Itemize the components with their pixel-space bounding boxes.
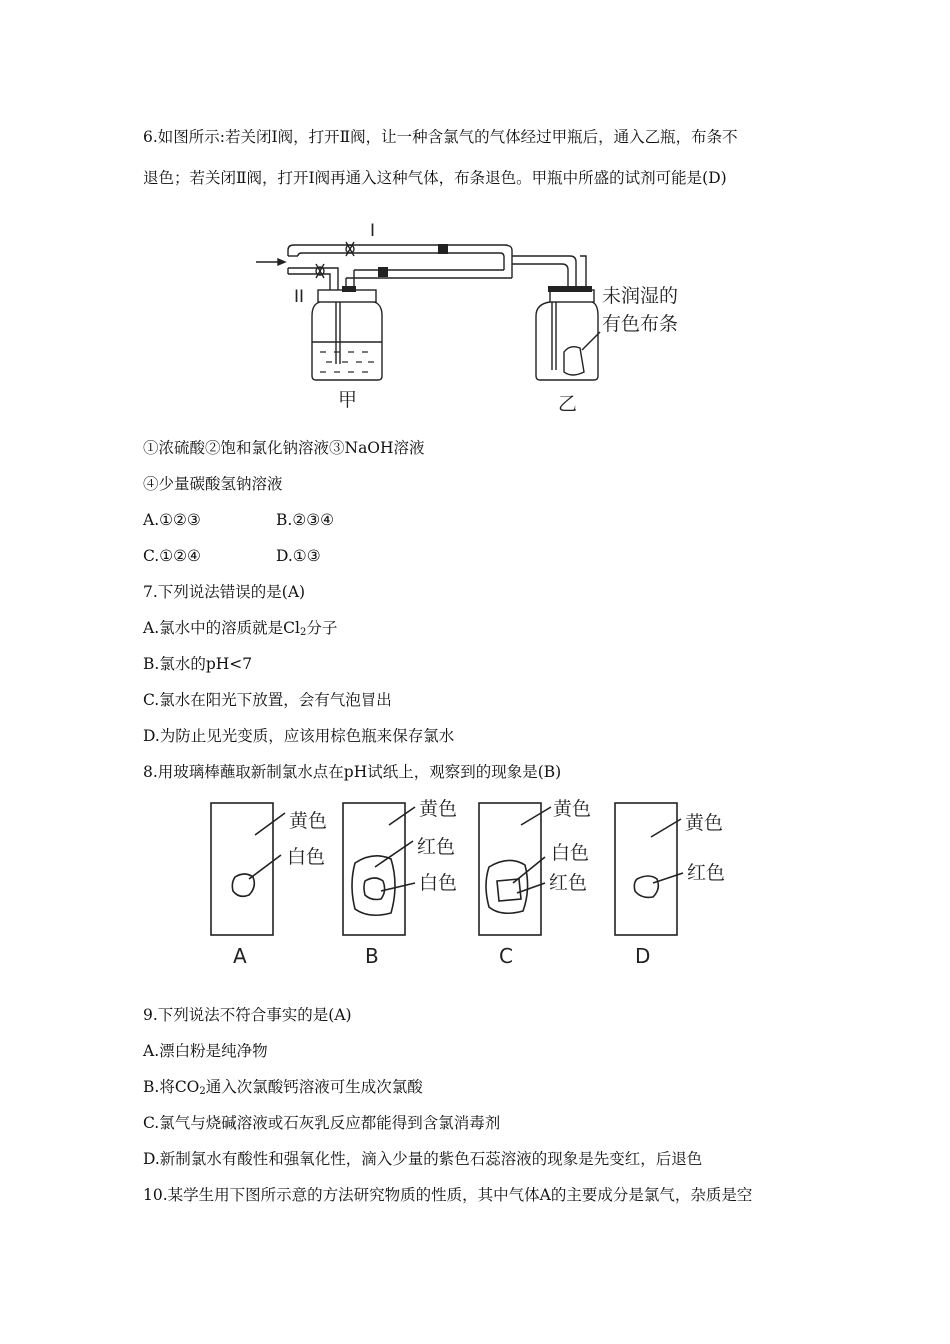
q9-option-b: B.将$CO_2$通入次氯酸钙溶液可生成次氯酸 — [143, 1078, 423, 1097]
cloth-label-line1: 未润湿的 — [602, 285, 679, 307]
q8-stem: 8.用玻璃棒蘸取新制氯水点在pH试纸上，观察到的现象是(B) — [143, 763, 562, 781]
q7-option-a: A.氯水中的溶质就是$Cl_2$分子 — [143, 619, 338, 638]
panel-b-outer-label: 黄色 — [419, 798, 458, 820]
q6-stem-line2: 退色；若关闭Ⅱ阀，打开Ⅰ阀再通入这种气体，布条退色。甲瓶中所盛的试剂可能是(D) — [143, 169, 727, 187]
panel-c-outer-label: 黄色 — [553, 798, 592, 820]
panel-c-inner-label: 红色 — [549, 872, 588, 894]
q6-stem-line1: 6.如图所示:若关闭Ⅰ阀，打开Ⅱ阀，让一种含氯气的气体经过甲瓶后，通入乙瓶，布条不 — [143, 128, 738, 146]
q9-option-d: D.新制氯水有酸性和强氧化性，滴入少量的紫色石蕊溶液的现象是先变红，后退色 — [143, 1150, 703, 1168]
panel-a-letter: A — [233, 944, 247, 968]
q6-option-d: D.①③ — [276, 547, 321, 565]
q6-option-a: A.①②③ — [143, 511, 201, 529]
q7-option-d: D.为防止见光变质，应该用棕色瓶来保存氯水 — [143, 727, 455, 745]
q7-stem: 7.下列说法错误的是(A) — [143, 583, 306, 601]
panel-a-outer-label: 黄色 — [289, 810, 328, 832]
panel-d-outer-label: 黄色 — [685, 812, 724, 834]
panel-c-letter: C — [499, 944, 513, 968]
panel-b-middle-label: 红色 — [417, 836, 456, 858]
panel-c-middle-label: 白色 — [551, 842, 590, 864]
q9-stem: 9.下列说法不符合事实的是(A) — [143, 1006, 352, 1024]
q10-stem: 10.某学生用下图所示意的方法研究物质的性质，其中气体A的主要成分是氯气，杂质是空 — [143, 1186, 753, 1204]
q6-reagents-line1: ①浓硫酸②饱和氯化钠溶液③NaOH溶液 — [143, 439, 425, 457]
bottle-jia-label: 甲 — [338, 389, 358, 411]
cloth-label-line2: 有色布条 — [602, 313, 679, 335]
panel-d-letter: D — [635, 944, 651, 968]
q8-ph-paper-figure — [205, 795, 745, 970]
q9-option-a: A.漂白粉是纯净物 — [143, 1042, 268, 1060]
q6-option-b: B.②③④ — [276, 511, 335, 529]
q9-option-c: C.氯气与烧碱溶液或石灰乳反应都能得到含氯消毒剂 — [143, 1114, 501, 1132]
q6-option-c: C.①②④ — [143, 547, 201, 565]
bottle-yi-label: 乙 — [558, 393, 578, 415]
panel-b-inner-label: 白色 — [419, 872, 458, 894]
valve-2-label: II — [294, 287, 305, 307]
valve-1-label: I — [370, 221, 376, 241]
q7-option-b: B.氯水的pH<7 — [143, 655, 253, 673]
q6-reagents-line2: ④少量碳酸氢钠溶液 — [143, 475, 283, 493]
q6-apparatus-figure — [250, 212, 710, 418]
panel-b-letter: B — [365, 944, 379, 968]
panel-d-inner-label: 红色 — [687, 862, 726, 884]
q7-option-c: C.氯水在阳光下放置，会有气泡冒出 — [143, 691, 392, 709]
panel-a-inner-label: 白色 — [287, 846, 326, 868]
